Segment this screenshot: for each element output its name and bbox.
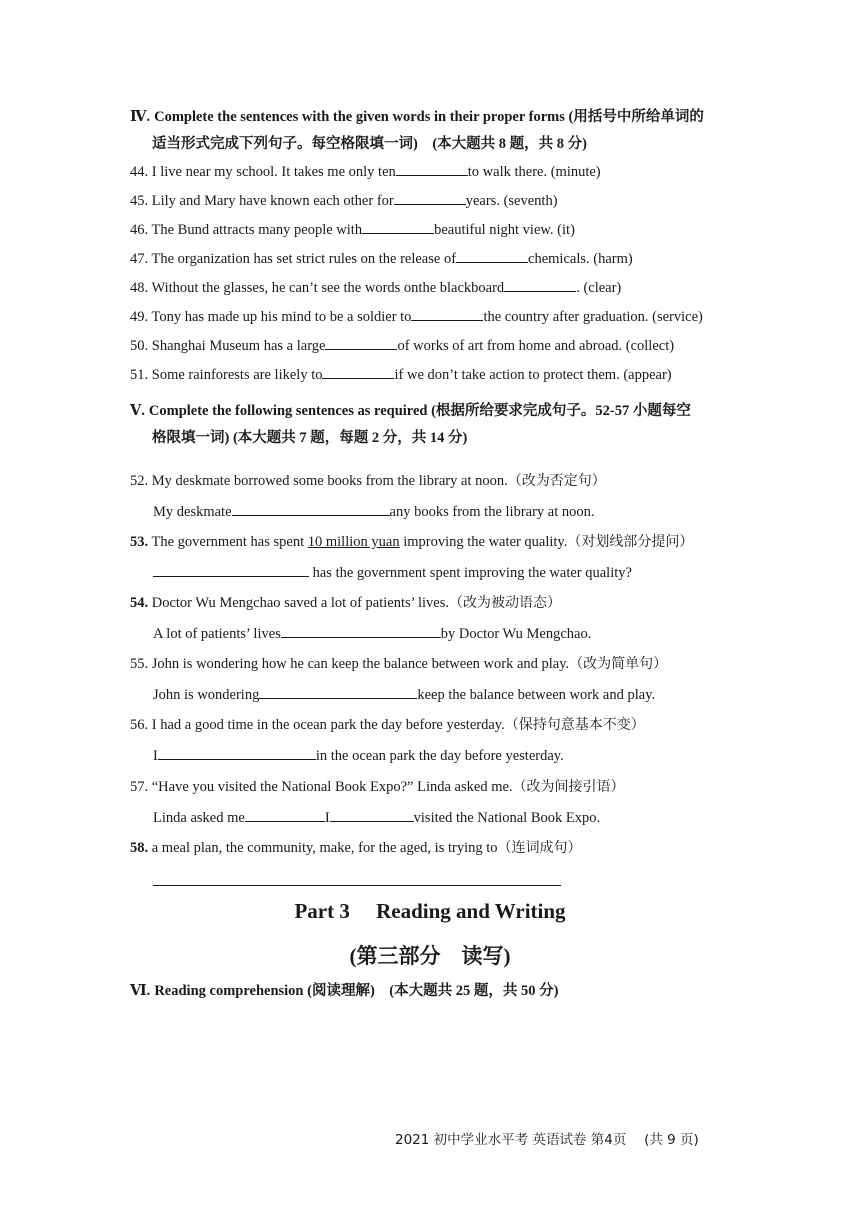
- section-4-heading-line1: Complete the sentences with the given words in their proper forms (用括号中所给单词的: [154, 109, 704, 125]
- answer-blank[interactable]: [362, 220, 434, 234]
- answer-blank[interactable]: [281, 624, 441, 638]
- question-45: 45. Lily and Mary have known each other for years. (seventh): [130, 193, 558, 209]
- question-48: 48. Without the glasses, he can’t see the words onthe blackboard . (clear): [130, 280, 622, 296]
- answer-52: My deskmate any books from the library at noon.: [153, 504, 595, 520]
- question-56: 56. I had a good time in the ocean park the day before yesterday.（保持句意基本不变）: [130, 717, 645, 733]
- answer-54: A lot of patients’ lives by Doctor Wu Mengchao.: [153, 626, 592, 642]
- question-55: 55. John is wondering how he can keep the balance between work and play.（改为简单句）: [130, 656, 668, 672]
- instruction: （改为否定句）: [507, 473, 606, 489]
- question-52: 52. My deskmate borrowed some books from the library at noon.（改为否定句）: [130, 473, 606, 489]
- answer-56: I in the ocean park the day before yesterday.: [153, 748, 564, 764]
- section-4-heading-line2: 适当形式完成下列句子。每空格限填一词) (本大题共 8 题，共 8 分): [152, 136, 587, 152]
- answer-55: John is wondering keep the balance between work and play.: [153, 687, 656, 703]
- instruction: （改为被动语态）: [449, 595, 562, 611]
- section-6-heading: [130, 978, 740, 1005]
- answer-blank[interactable]: [322, 365, 394, 379]
- section-5-heading-line1: Complete the following sentences as required (根据所给要求完成句子。52-57 小题每空: [148, 403, 691, 419]
- answer-blank[interactable]: [153, 563, 309, 577]
- answer-blank[interactable]: [456, 249, 528, 263]
- instruction: （连词成句）: [497, 840, 582, 856]
- question-47: 47. The organization has set strict rules on the release of chemicals. (harm): [130, 251, 633, 267]
- section-4-numeral: Ⅳ.: [130, 109, 151, 125]
- answer-blank[interactable]: [396, 162, 468, 176]
- section-6-heading-text: Reading comprehension (阅读理解) (本大题共 25 题，共 50 分): [154, 983, 559, 999]
- answer-blank[interactable]: [411, 307, 483, 321]
- question-53: 53. The government has spent 10 million yuan improving the water quality.（对划线部分提问）: [130, 534, 694, 550]
- question-58: 58. a meal plan, the community, make, for the aged, is trying to（连词成句）: [130, 840, 582, 856]
- answer-58-line[interactable]: [153, 885, 561, 886]
- answer-blank[interactable]: [232, 502, 390, 516]
- question-57: 57. “Have you visited the National Book Expo?” Linda asked me.（改为间接引语）: [130, 779, 625, 795]
- instruction: （改为间接引语）: [512, 779, 625, 795]
- answer-53: has the government spent improving the water quality?: [153, 563, 773, 583]
- answer-blank[interactable]: [325, 336, 397, 350]
- answer-57: Linda asked me I visited the National Book Expo.: [153, 810, 601, 826]
- answer-blank[interactable]: [158, 746, 316, 760]
- question-54: 54. Doctor Wu Mengchao saved a lot of patients’ lives.（改为被动语态）: [130, 595, 562, 611]
- question-49: 49. Tony has made up his mind to be a soldier to the country after graduation. (service): [130, 309, 703, 325]
- page-footer: 2021 初中学业水平考 英语试卷 第4页 (共 9 页): [395, 1132, 699, 1148]
- answer-blank[interactable]: [259, 685, 417, 699]
- part-3-title: Part 3 Reading and Writing: [294, 899, 566, 923]
- answer-blank[interactable]: [504, 278, 576, 292]
- question-51: 51. Some rainforests are likely to if we don’t take action to protect them. (appear): [130, 367, 672, 383]
- section-6-numeral: Ⅵ.: [130, 983, 151, 999]
- part-3-subtitle: (第三部分 读写): [349, 944, 511, 968]
- section-4-heading: [130, 104, 740, 158]
- question-44: 44. I live near my school. It takes me only ten to walk there. (minute): [130, 164, 601, 180]
- section-5-heading: [130, 398, 740, 452]
- section-5-numeral: Ⅴ.: [130, 403, 145, 419]
- answer-blank[interactable]: [394, 191, 466, 205]
- question-50: 50. Shanghai Museum has a large of works of art from home and abroad. (collect): [130, 338, 675, 354]
- instruction: （保持句意基本不变）: [504, 717, 645, 733]
- instruction: （对划线部分提问）: [567, 534, 694, 550]
- instruction: （改为简单句）: [569, 656, 668, 672]
- section-5-heading-line2: 格限填一词) (本大题共 7 题，每题 2 分，共 14 分): [152, 430, 468, 446]
- answer-blank[interactable]: [245, 808, 325, 822]
- underlined-phrase: 10 million yuan: [307, 534, 400, 550]
- answer-blank[interactable]: [330, 808, 414, 822]
- question-46: 46. The Bund attracts many people with beautiful night view. (it): [130, 222, 575, 238]
